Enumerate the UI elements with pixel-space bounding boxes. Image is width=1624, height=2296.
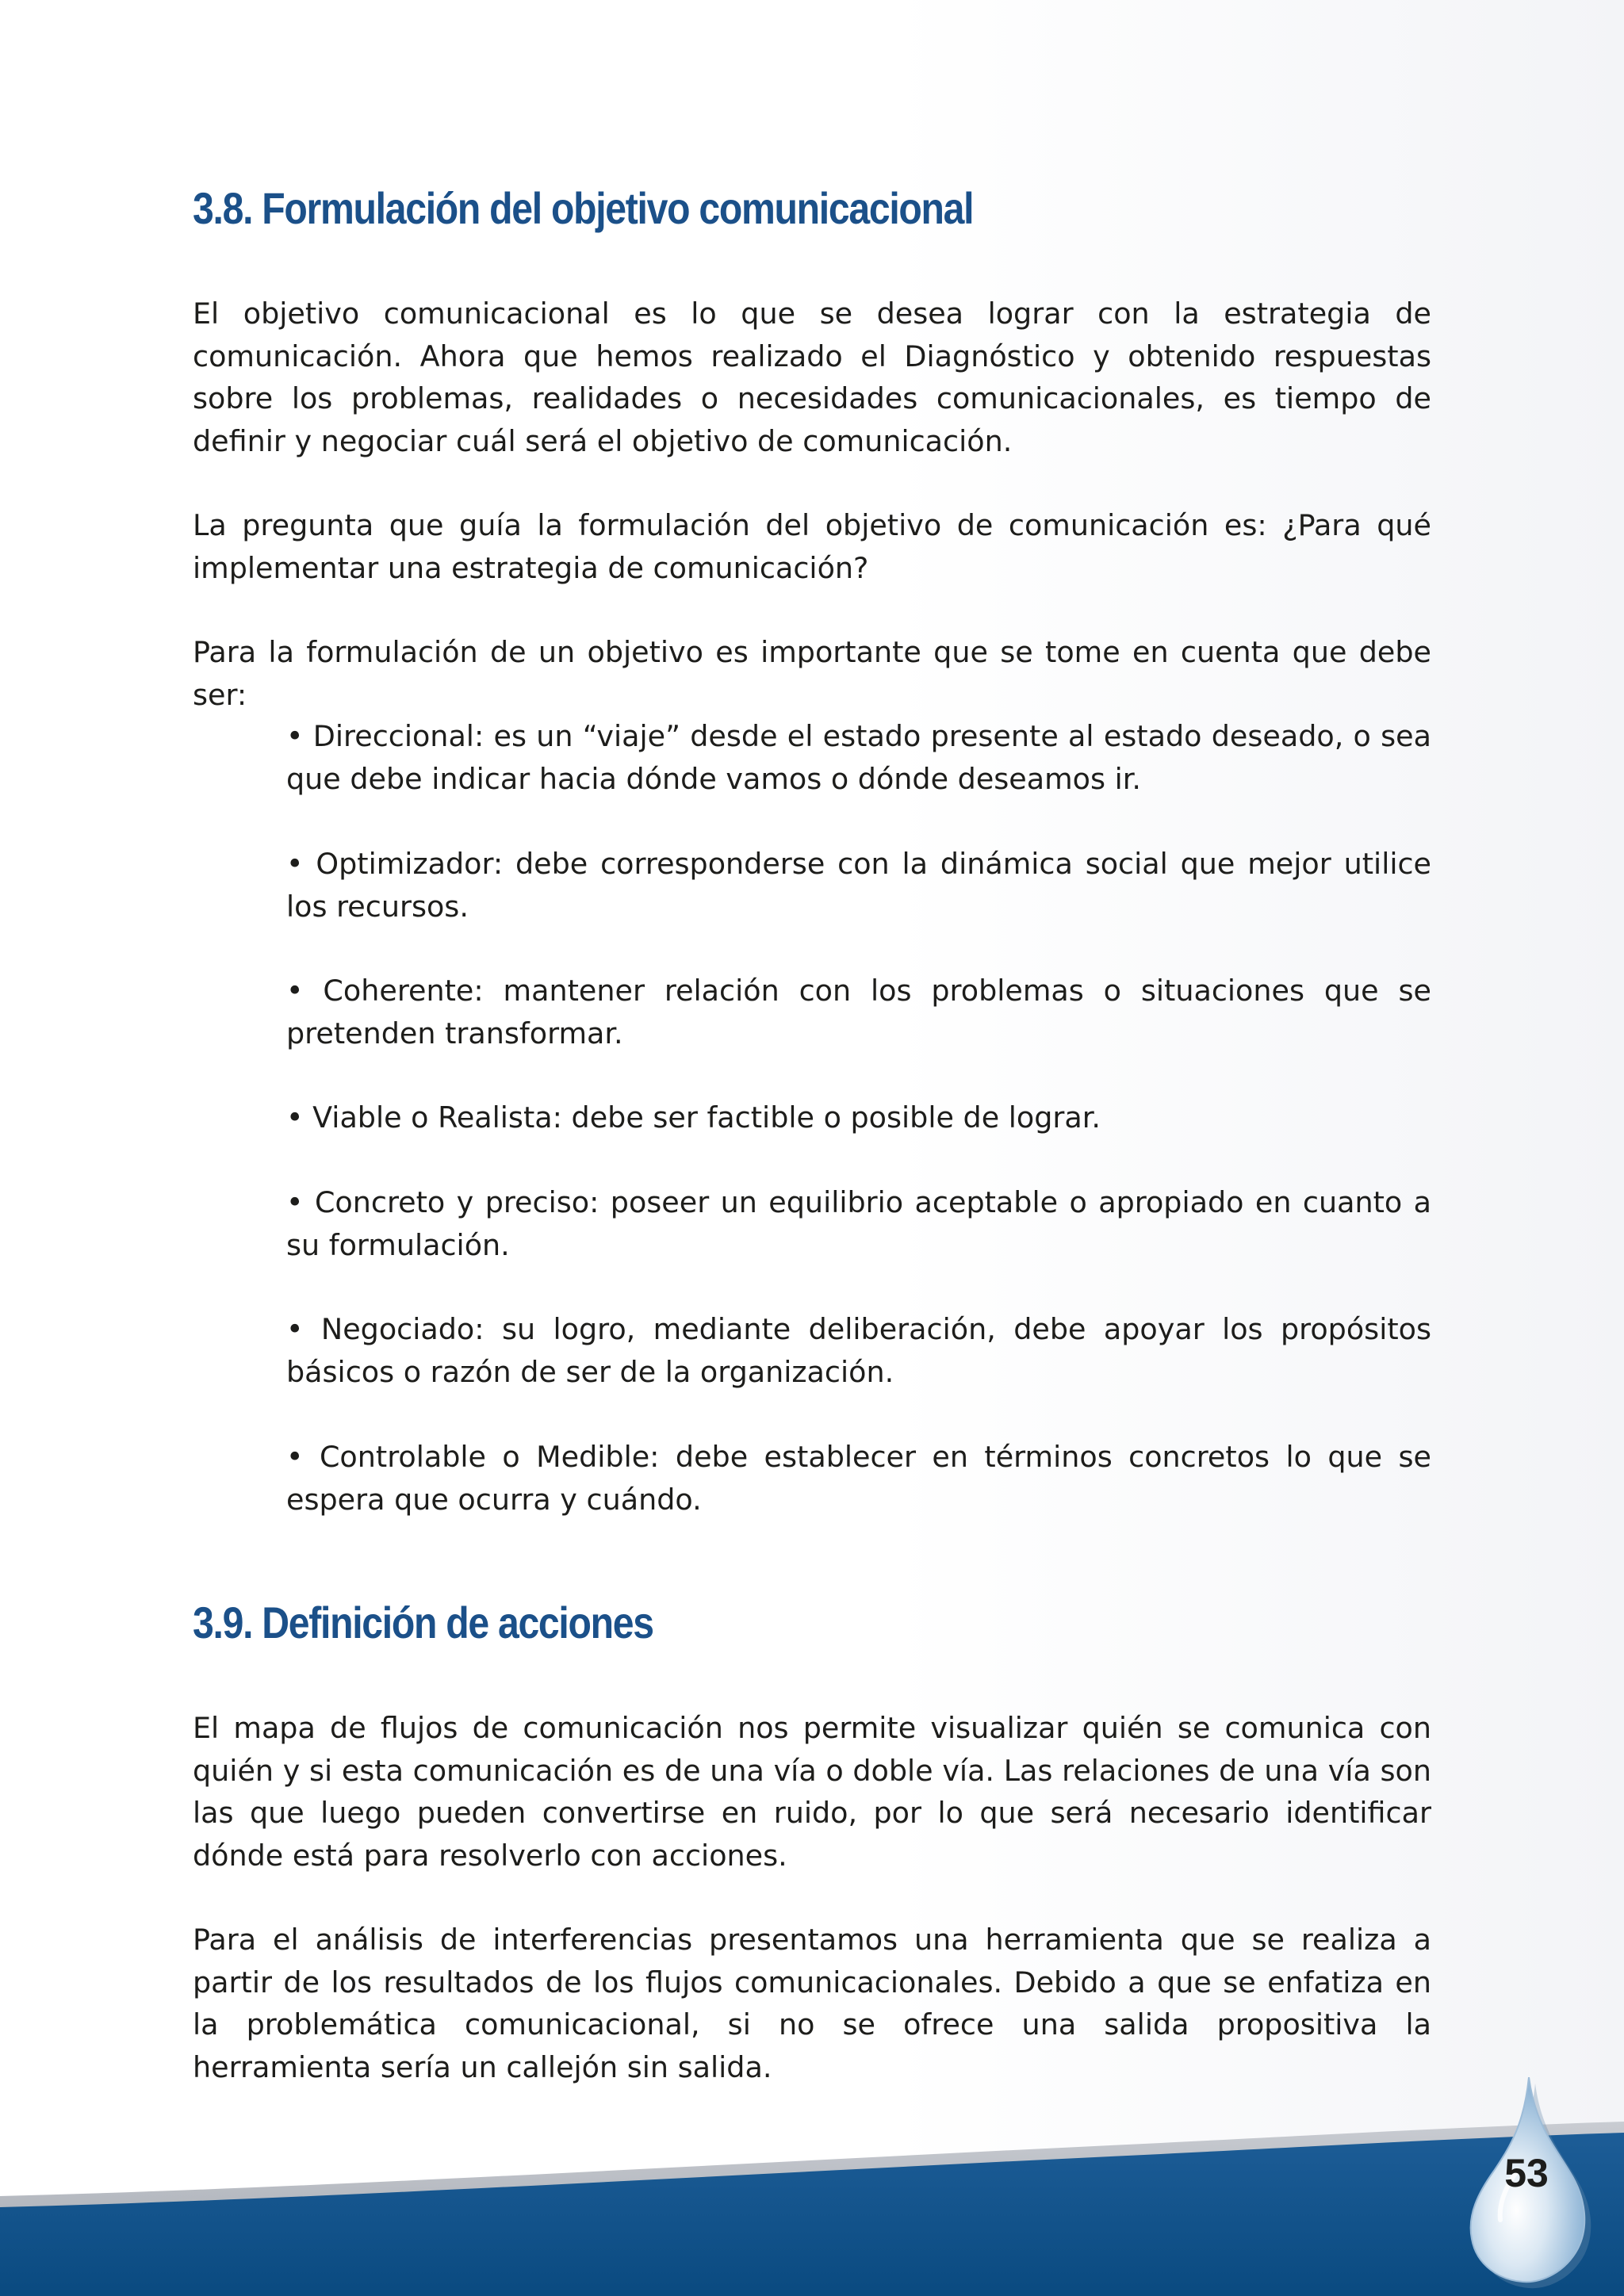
paragraph: Para el análisis de interferencias presentamos una herramienta que se realiza a partir de los resultados de los flujos comunicacionales. Debido a que se enfatiza en la problemática comunicacional, si no se ofrece una salida propositiva la herramienta sería un callejón sin salida. bbox=[193, 1923, 1431, 2084]
footer-wave-blue bbox=[0, 2133, 1624, 2296]
bullet-item: • Concreto y preciso: poseer un equilibrio aceptable o apropiado en cuanto a su formulación. bbox=[286, 1185, 1431, 1262]
bullet-item: • Negociado: su logro, mediante deliberación, debe apoyar los propósitos básicos o razón de ser de la organización. bbox=[286, 1312, 1431, 1389]
bullet-item: • Controlable o Medible: debe establecer en términos concretos lo que se espera que ocurra y cuándo. bbox=[286, 1440, 1431, 1517]
bullet-item: • Coherente: mantener relación con los problemas o situaciones que se pretenden transformar. bbox=[286, 974, 1431, 1050]
paragraph: La pregunta que guía la formulación del objetivo de comunicación es: ¿Para qué implementar una estrategia de comunicación? bbox=[193, 508, 1431, 585]
section-heading-3-8: 3.8. Formulación del objetivo comunicacional bbox=[193, 183, 974, 233]
paragraph: El objetivo comunicacional es lo que se desea lograr con la estrategia de comunicación. Ahora que hemos realizado el Diagnóstico y obtenido respuestas sobre los problemas, realidades o necesidades comunicacionales, es tiempo de definir y negociar cuál será el objetivo de comunicación. bbox=[193, 297, 1431, 458]
bullet-item: • Direccional: es un “viaje” desde el estado presente al estado deseado, o sea que debe indicar hacia dónde vamos o dónde deseamos ir. bbox=[286, 719, 1431, 796]
section-heading-3-9: 3.9. Definición de acciones bbox=[193, 1598, 653, 1647]
footer-band bbox=[0, 2077, 1624, 2296]
paragraph: Para la formulación de un objetivo es importante que se tome en cuenta que debe ser: bbox=[193, 635, 1431, 712]
bullet-item: • Viable o Realista: debe ser factible o posible de lograr. bbox=[286, 1100, 1101, 1135]
paragraph: El mapa de flujos de comunicación nos permite visualizar quién se comunica con quién y si esta comunicación es de una vía o doble vía. Las relaciones de una vía son las que luego pueden convertirse en ruido, por lo que será necesario identificar dónde está para resolverlo con acciones. bbox=[193, 1711, 1431, 1873]
bullet-item: • Optimizador: debe corresponderse con la dinámica social que mejor utilice los recursos. bbox=[286, 847, 1431, 924]
page-number: 53 bbox=[1504, 2151, 1549, 2195]
